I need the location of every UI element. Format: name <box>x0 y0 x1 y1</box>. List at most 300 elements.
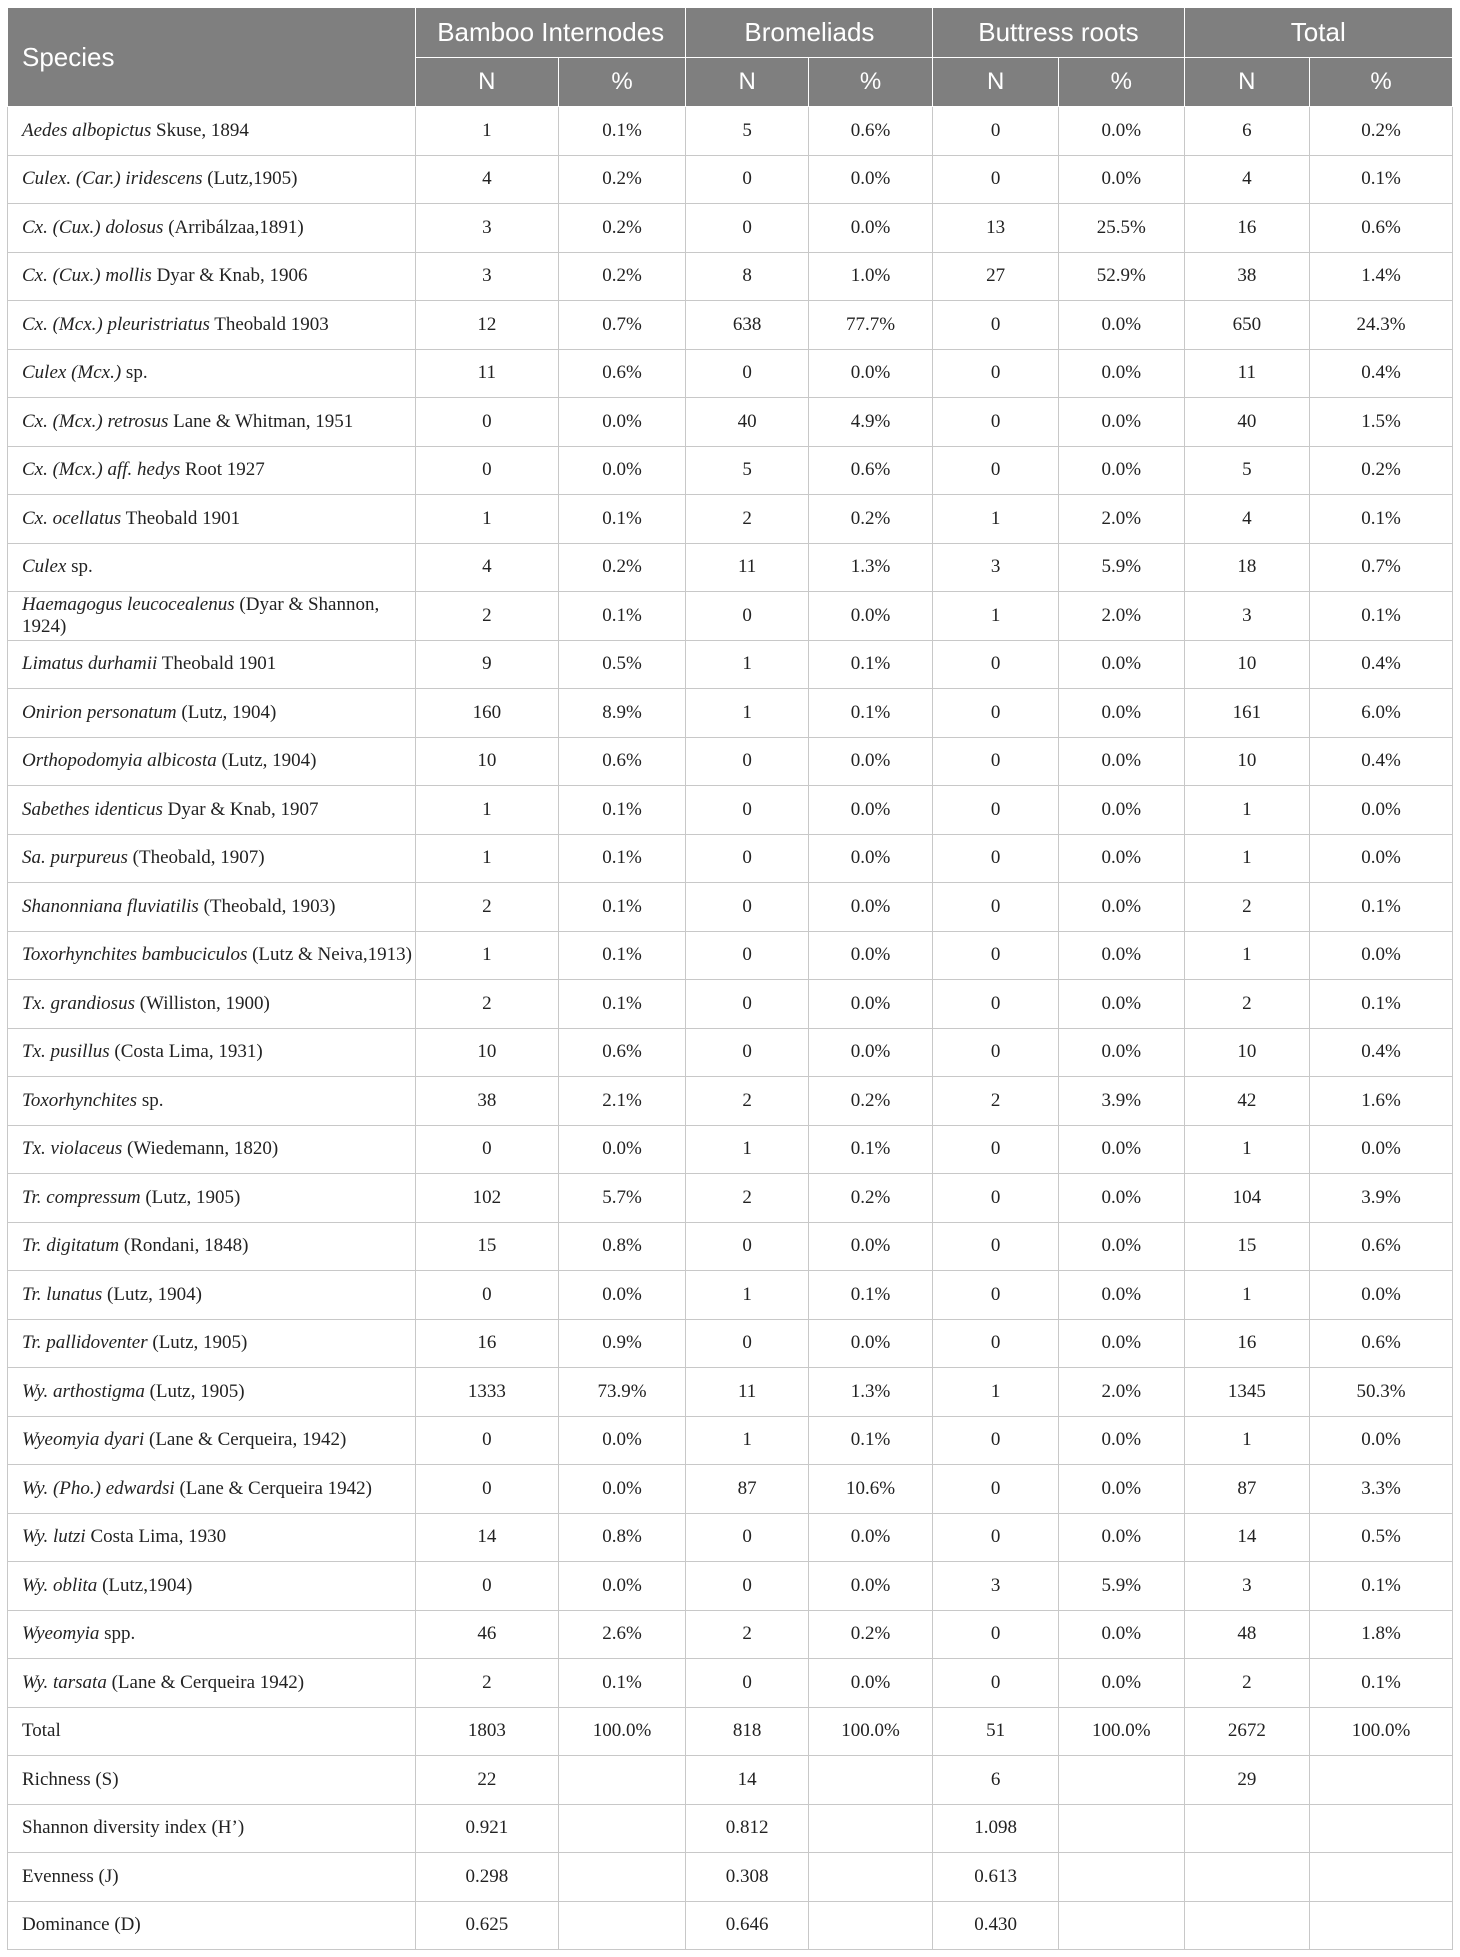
percent-cell <box>1058 1853 1184 1902</box>
header-sub: % <box>1058 58 1184 107</box>
table-row <box>8 155 1453 204</box>
percent-cell: 0.4% <box>1310 1028 1453 1077</box>
percent-cell: 0.1% <box>1310 883 1453 932</box>
table-row <box>8 1804 1453 1853</box>
species-name-italic: Wyeomyia <box>22 1623 100 1645</box>
count-cell: 22 <box>415 1756 558 1805</box>
table-row <box>8 689 1453 738</box>
count-cell: 0 <box>686 883 808 932</box>
species-name-cell <box>8 786 416 835</box>
count-cell: 650 <box>1184 301 1310 350</box>
count-cell: 38 <box>415 1077 558 1126</box>
species-name-authority: (Costa Lima, 1931) <box>109 1041 263 1063</box>
species-name-italic: Tx. pusillus <box>22 1041 110 1063</box>
percent-cell: 0.0% <box>1310 1125 1453 1174</box>
percent-cell: 0.0% <box>1058 834 1184 883</box>
count-cell: 11 <box>686 1368 808 1417</box>
species-name-authority: (Lutz, 1905) <box>140 1186 241 1208</box>
percent-cell: 0.8% <box>558 1222 686 1271</box>
table-row <box>8 1077 1453 1126</box>
species-name-italic: Culex <box>22 556 67 578</box>
percent-cell <box>1058 1804 1184 1853</box>
species-name-cell <box>8 446 416 495</box>
count-cell: 1 <box>415 834 558 883</box>
percent-cell <box>1058 1756 1184 1805</box>
count-cell: 1 <box>1184 1125 1310 1174</box>
species-name-authority: Dyar & Knab, 1907 <box>162 798 319 820</box>
species-name-cell <box>8 398 416 447</box>
percent-cell: 0.1% <box>808 1125 933 1174</box>
species-name-authority: (Rondani, 1848) <box>119 1235 249 1257</box>
species-name-cell <box>8 107 416 156</box>
percent-cell: 2.1% <box>558 1077 686 1126</box>
percent-cell: 0.6% <box>808 446 933 495</box>
count-cell: 1 <box>686 1416 808 1465</box>
count-cell: 0.298 <box>415 1853 558 1902</box>
count-cell: 11 <box>1184 349 1310 398</box>
header-group-bamboo: Bamboo Internodes <box>415 8 686 58</box>
percent-cell: 0.2% <box>1310 446 1453 495</box>
count-cell: 0 <box>686 737 808 786</box>
count-cell: 0 <box>933 980 1059 1029</box>
count-cell: 40 <box>1184 398 1310 447</box>
table-row <box>8 1756 1453 1805</box>
header-sub: N <box>933 58 1059 107</box>
count-cell: 2 <box>1184 980 1310 1029</box>
species-name-cell <box>8 1513 416 1562</box>
count-cell: 13 <box>933 204 1059 253</box>
percent-cell: 0.0% <box>1058 980 1184 1029</box>
count-cell <box>1184 1901 1310 1950</box>
percent-cell: 0.0% <box>808 786 933 835</box>
species-name-italic: Aedes albopictus <box>22 119 152 141</box>
species-name-cell <box>8 1125 416 1174</box>
table-row <box>8 349 1453 398</box>
percent-cell: 0.0% <box>808 1562 933 1611</box>
count-cell: 818 <box>686 1707 808 1756</box>
species-name-cell <box>8 931 416 980</box>
count-cell: 14 <box>1184 1513 1310 1562</box>
percent-cell: 4.9% <box>808 398 933 447</box>
species-name-italic: Wyeomyia dyari <box>22 1429 145 1451</box>
count-cell: 1 <box>415 931 558 980</box>
percent-cell: 0.0% <box>1058 155 1184 204</box>
table-row <box>8 931 1453 980</box>
count-cell: 1 <box>686 640 808 689</box>
percent-cell: 0.6% <box>558 737 686 786</box>
species-name-cell <box>8 592 416 641</box>
species-name-cell <box>8 1271 416 1320</box>
count-cell: 1 <box>1184 1271 1310 1320</box>
species-name-italic: Toxorhynchites bambuciculos <box>22 944 248 966</box>
species-name-italic: Toxorhynchites <box>22 1089 138 1111</box>
percent-cell: 0.0% <box>1058 1416 1184 1465</box>
species-name-authority: (Theobald, 1907) <box>127 847 265 869</box>
table-row <box>8 301 1453 350</box>
species-name-cell <box>8 1465 416 1514</box>
table-row <box>8 1125 1453 1174</box>
percent-cell <box>1310 1756 1453 1805</box>
count-cell: 11 <box>686 543 808 592</box>
count-cell: 15 <box>1184 1222 1310 1271</box>
count-cell: 0 <box>933 301 1059 350</box>
count-cell: 2672 <box>1184 1707 1310 1756</box>
percent-cell: 0.0% <box>808 931 933 980</box>
count-cell: 3 <box>933 543 1059 592</box>
species-name-italic: Tr. pallidoventer <box>22 1332 148 1354</box>
table-row <box>8 1222 1453 1271</box>
table-row <box>8 980 1453 1029</box>
count-cell: 0 <box>933 1659 1059 1708</box>
species-name-italic: Cx. ocellatus <box>22 507 122 529</box>
header-species: Species <box>8 8 416 107</box>
percent-cell <box>808 1756 933 1805</box>
species-name-cell <box>8 1853 416 1902</box>
species-name-cell <box>8 1804 416 1853</box>
count-cell: 161 <box>1184 689 1310 738</box>
species-name-italic: Cx. (Mcx.) pleuristriatus <box>22 313 210 335</box>
species-name-italic: Tx. grandiosus <box>22 992 135 1014</box>
percent-cell: 3.9% <box>1058 1077 1184 1126</box>
table-row <box>8 495 1453 544</box>
species-name-cell <box>8 1756 416 1805</box>
percent-cell: 0.6% <box>1310 1222 1453 1271</box>
species-name-authority: Richness (S) <box>22 1768 119 1790</box>
species-name-authority: Theobald 1901 <box>121 507 241 529</box>
species-name-cell <box>8 1659 416 1708</box>
percent-cell <box>1310 1853 1453 1902</box>
count-cell: 0 <box>933 1125 1059 1174</box>
species-name-italic: Haemagogus leucocealenus <box>22 593 235 615</box>
count-cell: 10 <box>1184 737 1310 786</box>
count-cell: 5 <box>686 107 808 156</box>
percent-cell: 0.0% <box>1058 1174 1184 1223</box>
table-row <box>8 737 1453 786</box>
species-name-italic: Wy. arthostigma <box>22 1380 145 1402</box>
percent-cell: 0.1% <box>808 1271 933 1320</box>
percent-cell: 0.0% <box>1058 786 1184 835</box>
percent-cell: 0.0% <box>558 1465 686 1514</box>
percent-cell: 1.8% <box>1310 1610 1453 1659</box>
species-name-cell <box>8 1028 416 1077</box>
percent-cell: 0.1% <box>558 980 686 1029</box>
count-cell: 3 <box>415 252 558 301</box>
percent-cell: 0.0% <box>808 834 933 883</box>
count-cell: 0 <box>415 1271 558 1320</box>
count-cell: 1 <box>1184 786 1310 835</box>
species-name-cell <box>8 349 416 398</box>
percent-cell: 0.2% <box>808 495 933 544</box>
count-cell: 0 <box>933 640 1059 689</box>
species-name-authority: (Williston, 1900) <box>134 992 270 1014</box>
species-table <box>7 7 1453 1950</box>
count-cell: 87 <box>1184 1465 1310 1514</box>
table-row <box>8 1901 1453 1950</box>
count-cell: 6 <box>933 1756 1059 1805</box>
percent-cell: 0.0% <box>1058 1222 1184 1271</box>
percent-cell: 0.2% <box>808 1174 933 1223</box>
percent-cell: 0.0% <box>1058 446 1184 495</box>
count-cell: 4 <box>1184 155 1310 204</box>
species-name-italic: Wy. lutzi <box>22 1526 86 1548</box>
percent-cell: 0.0% <box>558 1271 686 1320</box>
species-name-italic: Onirion personatum <box>22 701 177 723</box>
header-sub: % <box>558 58 686 107</box>
species-name-authority: (Lutz, 1905) <box>144 1380 245 1402</box>
species-name-cell <box>8 689 416 738</box>
percent-cell: 0.1% <box>808 1416 933 1465</box>
count-cell: 1 <box>686 1125 808 1174</box>
table-row <box>8 1319 1453 1368</box>
percent-cell: 0.4% <box>1310 349 1453 398</box>
count-cell: 2 <box>415 980 558 1029</box>
percent-cell: 2.0% <box>1058 592 1184 641</box>
percent-cell: 0.0% <box>1058 1271 1184 1320</box>
count-cell: 5 <box>1184 446 1310 495</box>
table-row <box>8 252 1453 301</box>
percent-cell: 77.7% <box>808 301 933 350</box>
percent-cell: 5.7% <box>558 1174 686 1223</box>
count-cell: 1 <box>933 1368 1059 1417</box>
table-row <box>8 1416 1453 1465</box>
count-cell: 0 <box>933 689 1059 738</box>
percent-cell: 0.0% <box>1058 1125 1184 1174</box>
percent-cell: 0.0% <box>1058 1659 1184 1708</box>
species-name-cell <box>8 1901 416 1950</box>
percent-cell: 5.9% <box>1058 543 1184 592</box>
percent-cell: 0.0% <box>1058 1513 1184 1562</box>
count-cell: 2 <box>1184 1659 1310 1708</box>
percent-cell: 0.0% <box>1310 1271 1453 1320</box>
count-cell: 51 <box>933 1707 1059 1756</box>
count-cell: 0 <box>933 786 1059 835</box>
count-cell: 1 <box>415 786 558 835</box>
percent-cell: 1.3% <box>808 543 933 592</box>
count-cell: 2 <box>415 592 558 641</box>
count-cell: 0 <box>686 155 808 204</box>
count-cell: 1803 <box>415 1707 558 1756</box>
header-sub: N <box>686 58 808 107</box>
percent-cell: 0.0% <box>808 204 933 253</box>
species-name-italic: Wy. oblita <box>22 1574 98 1596</box>
count-cell: 40 <box>686 398 808 447</box>
count-cell: 102 <box>415 1174 558 1223</box>
percent-cell: 2.6% <box>558 1610 686 1659</box>
percent-cell: 25.5% <box>1058 204 1184 253</box>
percent-cell: 0.6% <box>558 1028 686 1077</box>
count-cell: 638 <box>686 301 808 350</box>
percent-cell: 3.3% <box>1310 1465 1453 1514</box>
species-name-italic: Tx. violaceus <box>22 1138 123 1160</box>
percent-cell: 0.2% <box>558 252 686 301</box>
count-cell: 18 <box>1184 543 1310 592</box>
percent-cell: 0.1% <box>1310 980 1453 1029</box>
species-name-authority: Theobald 1903 <box>209 313 329 335</box>
percent-cell: 3.9% <box>1310 1174 1453 1223</box>
percent-cell: 0.0% <box>1058 1465 1184 1514</box>
count-cell: 1345 <box>1184 1368 1310 1417</box>
percent-cell <box>558 1756 686 1805</box>
percent-cell: 0.0% <box>1058 1610 1184 1659</box>
species-name-cell <box>8 1077 416 1126</box>
count-cell: 0 <box>686 1513 808 1562</box>
percent-cell: 0.5% <box>1310 1513 1453 1562</box>
percent-cell: 0.0% <box>1058 349 1184 398</box>
species-name-italic: Wy. (Pho.) edwardsi <box>22 1477 175 1499</box>
species-name-cell <box>8 1319 416 1368</box>
percent-cell: 0.6% <box>808 107 933 156</box>
percent-cell: 0.2% <box>558 543 686 592</box>
percent-cell: 0.4% <box>1310 640 1453 689</box>
count-cell: 1 <box>686 1271 808 1320</box>
species-name-cell <box>8 1416 416 1465</box>
count-cell: 104 <box>1184 1174 1310 1223</box>
percent-cell <box>808 1901 933 1950</box>
count-cell: 0 <box>415 1562 558 1611</box>
percent-cell: 1.0% <box>808 252 933 301</box>
count-cell: 0 <box>686 592 808 641</box>
percent-cell: 0.1% <box>1310 495 1453 544</box>
species-name-italic: Cx. (Cux.) mollis <box>22 265 152 287</box>
percent-cell: 100.0% <box>1310 1707 1453 1756</box>
table-row <box>8 1562 1453 1611</box>
percent-cell: 100.0% <box>808 1707 933 1756</box>
species-name-italic: Tr. lunatus <box>22 1283 103 1305</box>
percent-cell: 0.2% <box>558 204 686 253</box>
percent-cell: 0.0% <box>808 349 933 398</box>
percent-cell: 0.2% <box>808 1610 933 1659</box>
percent-cell: 0.6% <box>1310 1319 1453 1368</box>
species-name-authority: (Lutz,1905) <box>202 168 298 190</box>
count-cell: 5 <box>686 446 808 495</box>
percent-cell: 100.0% <box>558 1707 686 1756</box>
percent-cell: 0.0% <box>1058 301 1184 350</box>
count-cell: 87 <box>686 1465 808 1514</box>
table-row <box>8 786 1453 835</box>
percent-cell: 0.1% <box>558 834 686 883</box>
count-cell: 3 <box>415 204 558 253</box>
percent-cell: 0.1% <box>558 495 686 544</box>
count-cell: 14 <box>415 1513 558 1562</box>
species-name-cell <box>8 495 416 544</box>
count-cell: 0 <box>933 107 1059 156</box>
species-name-authority: (Lane & Cerqueira 1942) <box>106 1671 305 1693</box>
table-row <box>8 1174 1453 1223</box>
count-cell: 4 <box>415 155 558 204</box>
count-cell: 16 <box>415 1319 558 1368</box>
species-name-cell <box>8 301 416 350</box>
species-name-cell <box>8 204 416 253</box>
count-cell: 0 <box>933 1174 1059 1223</box>
percent-cell: 0.1% <box>1310 592 1453 641</box>
count-cell: 2 <box>933 1077 1059 1126</box>
count-cell: 0 <box>933 737 1059 786</box>
percent-cell: 0.0% <box>558 446 686 495</box>
count-cell: 0 <box>686 349 808 398</box>
table-row <box>8 398 1453 447</box>
table-row <box>8 1610 1453 1659</box>
percent-cell: 8.9% <box>558 689 686 738</box>
count-cell: 0 <box>933 1610 1059 1659</box>
count-cell: 10 <box>1184 640 1310 689</box>
count-cell: 0.308 <box>686 1853 808 1902</box>
percent-cell: 0.0% <box>808 155 933 204</box>
header-group-bromeliads: Bromeliads <box>686 8 933 58</box>
percent-cell <box>1310 1804 1453 1853</box>
species-name-authority: (Lutz, 1904) <box>176 701 277 723</box>
species-name-authority: Root 1927 <box>180 459 265 481</box>
percent-cell: 0.2% <box>808 1077 933 1126</box>
count-cell: 42 <box>1184 1077 1310 1126</box>
count-cell: 0 <box>686 1222 808 1271</box>
table-row <box>8 834 1453 883</box>
percent-cell: 0.0% <box>558 1125 686 1174</box>
count-cell: 0.430 <box>933 1901 1059 1950</box>
species-name-authority: (Theobald, 1903) <box>198 895 336 917</box>
percent-cell: 0.9% <box>558 1319 686 1368</box>
percent-cell <box>808 1853 933 1902</box>
species-name-authority: (Lutz,1904) <box>97 1574 193 1596</box>
count-cell: 1 <box>415 495 558 544</box>
percent-cell: 2.0% <box>1058 495 1184 544</box>
percent-cell: 0.5% <box>558 640 686 689</box>
percent-cell: 0.0% <box>558 1416 686 1465</box>
species-name-authority: Shannon diversity index (H’) <box>22 1817 245 1839</box>
species-name-italic: Sabethes identicus <box>22 798 163 820</box>
count-cell: 1 <box>933 495 1059 544</box>
percent-cell: 0.0% <box>1310 834 1453 883</box>
percent-cell: 0.0% <box>808 1222 933 1271</box>
percent-cell: 0.8% <box>558 1513 686 1562</box>
percent-cell: 0.7% <box>1310 543 1453 592</box>
count-cell: 10 <box>415 1028 558 1077</box>
table-row <box>8 1513 1453 1562</box>
percent-cell: 1.3% <box>808 1368 933 1417</box>
table-row <box>8 1659 1453 1708</box>
count-cell: 0 <box>933 155 1059 204</box>
count-cell: 0 <box>686 931 808 980</box>
count-cell: 9 <box>415 640 558 689</box>
table-row <box>8 1707 1453 1756</box>
species-name-cell <box>8 155 416 204</box>
percent-cell: 52.9% <box>1058 252 1184 301</box>
species-name-italic: Sa. purpureus <box>22 847 128 869</box>
percent-cell: 0.0% <box>808 592 933 641</box>
count-cell: 11 <box>415 349 558 398</box>
percent-cell <box>558 1901 686 1950</box>
count-cell: 0 <box>933 446 1059 495</box>
species-name-authority: (Lutz, 1904) <box>102 1283 202 1305</box>
percent-cell: 10.6% <box>808 1465 933 1514</box>
percent-cell: 0.2% <box>1310 107 1453 156</box>
species-name-cell <box>8 1222 416 1271</box>
count-cell: 0 <box>933 1271 1059 1320</box>
percent-cell: 0.0% <box>1310 786 1453 835</box>
species-name-italic: Cx. (Mcx.) retrosus <box>22 410 169 432</box>
count-cell: 2 <box>1184 883 1310 932</box>
count-cell: 0 <box>415 446 558 495</box>
count-cell: 3 <box>1184 592 1310 641</box>
count-cell: 16 <box>1184 204 1310 253</box>
percent-cell: 0.0% <box>808 737 933 786</box>
percent-cell: 0.4% <box>1310 737 1453 786</box>
table-row <box>8 592 1453 641</box>
table-row <box>8 204 1453 253</box>
percent-cell: 1.4% <box>1310 252 1453 301</box>
count-cell: 0 <box>933 1222 1059 1271</box>
count-cell: 4 <box>1184 495 1310 544</box>
count-cell: 0 <box>415 398 558 447</box>
